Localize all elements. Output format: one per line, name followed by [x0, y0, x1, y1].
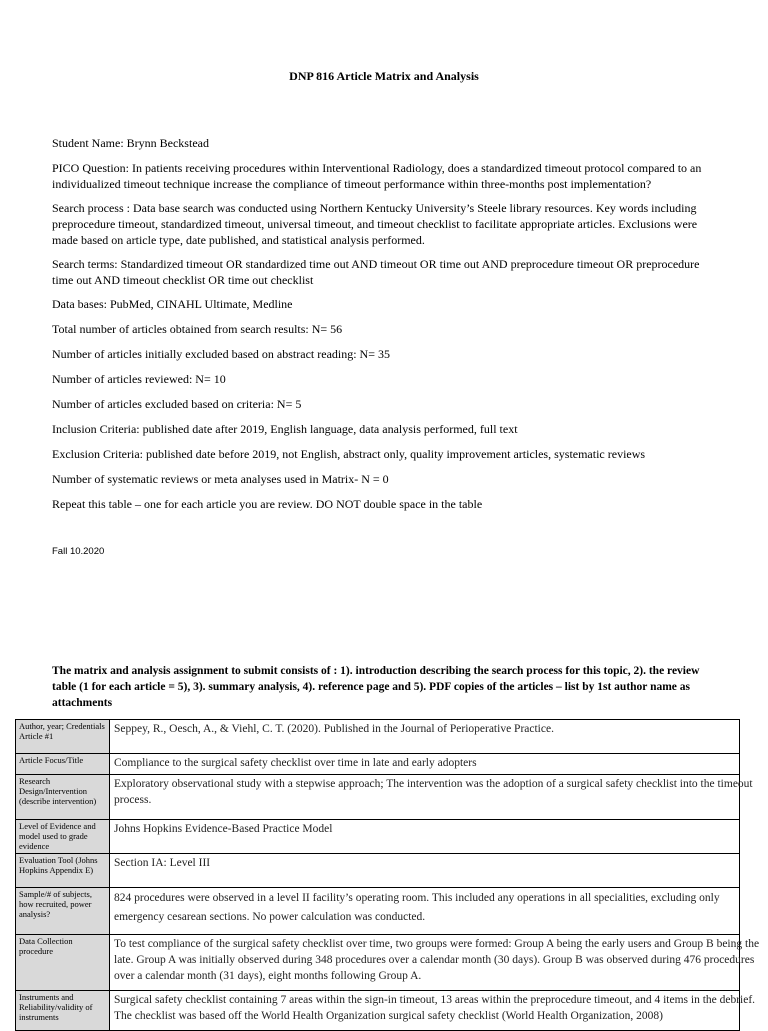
row-value-text: Compliance to the surgical safety checklist over time in late and early adopters [114, 757, 477, 769]
row-label: Evaluation Tool (Johns Hopkins Appendix E) [16, 854, 110, 888]
row-label: Article Focus/Title [16, 754, 110, 775]
article-matrix-table [15, 719, 760, 1031]
row-value [110, 935, 760, 991]
pico-question: PICO Question: In patients receiving procedures within Interventional Radiology, does a standardized timeout protocol compared to an individualized timeout technique increase the compliance of timeout performance within three-months post implementation? [52, 161, 702, 191]
systematic-reviews: Number of systematic reviews or meta analyses used in Matrix- N = 0 [52, 472, 389, 486]
row-value-text: Seppey, R., Oesch, A., & Viehl, C. T. (2020). Published in the Journal of Perioperative Practice. [114, 723, 554, 735]
databases: Data bases: PubMed, CINAHL Ultimate, Medline [52, 297, 293, 311]
table-row [16, 820, 740, 854]
row-label: Level of Evidence and model used to grade evidence [16, 820, 110, 854]
excluded-abstract: Number of articles initially excluded based on abstract reading: N= 35 [52, 347, 390, 361]
row-label: Data Collection procedure [16, 935, 110, 991]
row-value-text: Johns Hopkins Evidence-Based Practice Model [114, 823, 333, 835]
total-articles: Total number of articles obtained from search results: N= 56 [52, 322, 343, 336]
table-row [16, 935, 740, 991]
row-value [110, 820, 740, 854]
row-value-text: Exploratory observational study with a stepwise approach; The intervention was the adoption of a surgical safety checklist into the timeout process. [114, 778, 753, 806]
exclusion-criteria: Exclusion Criteria: published date before 2019, not English, abstract only, quality improvement articles, systematic reviews [52, 447, 646, 461]
row-value-text: To test compliance of the surgical safety checklist over time, two groups were formed: Group A being the early users and Group B being the late. Group A was initially observed during 348 procedures over a calendar month (30 days). Group B was observed during 476 procedures over a calendar month (31 days), eight months following Group A. [114, 938, 760, 982]
table-row [16, 754, 740, 775]
row-value [110, 720, 740, 754]
student-name: Student Name: Brynn Beckstead [52, 136, 209, 150]
row-value [110, 754, 740, 775]
row-value [110, 888, 740, 935]
row-value-text: 824 procedures were observed in a level II facility’s operating room. This included any operations in all specialities, excluding only emergency cesarean sections. No power calculation was conducted. [114, 892, 720, 923]
assignment-note: The matrix and analysis assignment to submit consists of : 1). introduction describing the search process for this topic, 2). the review table (1 for each article = 5), 3). summary analysis, 4). reference page and 5). PDF copies of the articles – list by 1st author name as attachments [52, 665, 700, 709]
search-terms: Search terms: Standardized timeout OR standardized time out AND timeout OR time out AND preprocedure timeout OR preprocedure time out AND timeout checklist OR time out checklist [52, 257, 700, 287]
row-label: Author, year; Credentials Article #1 [16, 720, 110, 754]
table-row [16, 888, 740, 935]
row-label: Research Design/Intervention (describe intervention) [16, 775, 110, 820]
row-label: Instruments and Reliability/validity of instruments [16, 991, 110, 1031]
table-row [16, 775, 740, 820]
row-value-text: Section IA: Level III [114, 857, 211, 869]
row-value [110, 991, 756, 1031]
table-row [16, 991, 740, 1031]
excluded-criteria: Number of articles excluded based on criteria: N= 5 [52, 397, 302, 411]
articles-reviewed: Number of articles reviewed: N= 10 [52, 372, 226, 386]
table-row [16, 854, 740, 888]
table-row [16, 720, 740, 754]
row-label: Sample/# of subjects, how recruited, power analysis? [16, 888, 110, 935]
repeat-instruction: Repeat this table – one for each article you are review. DO NOT double space in the table [52, 497, 483, 511]
row-value-text: Surgical safety checklist containing 7 areas within the sign-in timeout, 13 areas within the preprocedure timeout, and 4 items in the debrief. The checklist was based off the World Health Organization surgical safety checklist (World Health Organization, 2008) [114, 994, 756, 1022]
document-title: DNP 816 Article Matrix and Analysis [289, 69, 479, 83]
row-value [110, 854, 740, 888]
inclusion-criteria: Inclusion Criteria: published date after 2019, English language, data analysis performed, full text [52, 422, 518, 436]
row-value [110, 775, 753, 820]
search-process: Search process : Data base search was conducted using Northern Kentucky University’s Steele library resources. Key words including preprocedure timeout, standardized timeout, universal timeout, and timeout checklist to facilitate appropriate articles. Exclusions were made based on article type, date published, and statistical analysis performed. [52, 201, 698, 247]
page-footer: Fall 10.2020 [52, 546, 105, 557]
